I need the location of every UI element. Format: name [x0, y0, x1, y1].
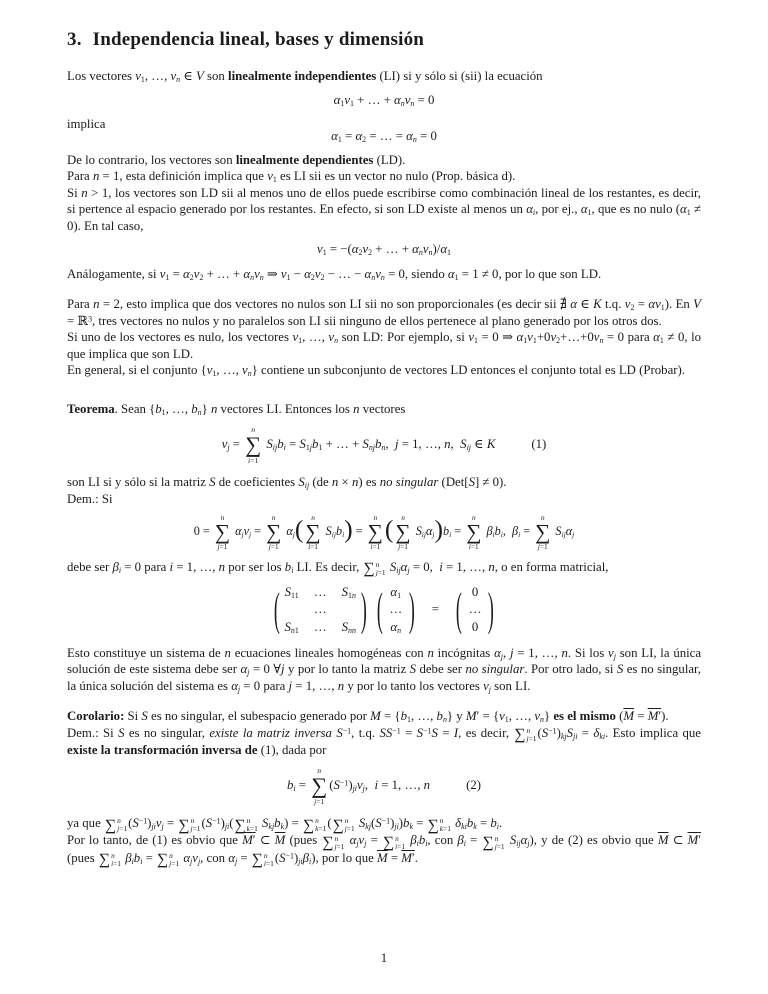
text-line: En general, si el conjunto {$v_1$, …, $v_n$} contiene un subconjunto de vectores LD entonces el conjunto total es LD (Probar).	[67, 363, 685, 379]
equation-alphas-zero: $\alpha_1 = \alpha_2$ = … = $\alpha_n = 0$	[331, 128, 437, 144]
text-line: ya que ∑ n j=1 $(S^{-1})_{ji}v_j$ = ∑ n j=1 $(S^{-1})_{ji}$( ∑ n k=1 $S_{kj}b_k$) = ∑ n k=1 ( ∑ n j=1 $S_{kj}(S^{-1})_{ji})b_k$ = ∑ n k=1 $\delta_{ki}b_k = b_i$.	[67, 816, 503, 834]
equation-2-body: $b_i$ = n ∑ j=1 $(S^{-1})_{ji}v_j$, i = 1, …, n	[287, 766, 431, 806]
paragraph-analogamente: Análogamente, si $v_1 = \alpha_2v_2$ + … + $\alpha_nv_n$ ⇒ $v_1 - \alpha_2v_2$ − … − $\alpha_nv_n = 0$, siendo $\alpha_1 = 1 \ne 0$, por lo que son LD.	[67, 266, 602, 282]
equation-v1-despeje: $v_1 = -(\alpha_2v_2$ + … + $\alpha_nv_n)/\alpha_1$	[317, 242, 451, 258]
page-number: 1	[380, 950, 388, 965]
equation-1	[67, 426, 701, 464]
section-number: 3.	[67, 29, 82, 50]
section-title	[67, 28, 701, 51]
equation-1-body: $v_j$ = n ∑ i=1 $S_{ij}b_i = S_{1j}b_1$ + … + $S_{nj}b_n$, j = 1, …, n, $S_{ij}$ ∈ K	[221, 425, 496, 465]
equation-2-number: (2)	[466, 778, 481, 793]
section-title-text: Independencia lineal, bases y dimensión	[92, 29, 425, 50]
text-line: Si uno de los vectores es nulo, los vectores $v_1$, …, $v_n$ son LD: Por ejemplo, si $v_1 = 0$ ⇒ $\alpha_1v_1+0v_2+\dots+0v_n = 0$ para $\alpha_1 \ne 0$, lo que implica que son LD.	[67, 330, 702, 361]
equation-1-number: (1)	[531, 437, 547, 452]
equation-cadena-sumas: 0 = n ∑ j=1 $\alpha_jv_j$ = n ∑ j=1 $\alpha_j$( n ∑ i=1 $S_{ij}b_i$) = n ∑ i=1 ( n ∑ j=1 $S_{ij}\alpha_j)b_i$ = n ∑ i=1 $\beta_ib_i$, $\beta_i$ = n ∑ j=1 $S_{ij}\alpha_j$	[193, 513, 575, 552]
text-line: De lo contrario, los vectores son linealmente dependientes (LD).	[67, 152, 406, 167]
paragraph-intro: Los vectores $v_1$, …, $v_n$ ∈ V son linealmente independientes (LI) si y sólo si (sii) la ecuación	[67, 69, 543, 84]
paragraph-dem-corolario: Dem.: Si S es no singular, existe la matriz inversa $S^{-1}$, t.q. $SS^{-1} = S^{-1}S = I$, es decir, ∑ n j=1 $(S^{-1})_{kj}S_{ji} = \delta_{ki}$. Esto implica que existe la transformación inversa de (1), dada por	[67, 725, 701, 757]
equation-linear-combination: $\alpha_1v_1$ + … + $\alpha_nv_n = 0$	[333, 92, 435, 108]
equation-matricial: ( $S_{11}$ … $S_{1n}$ … $S_{n1}$ … $S_{nn}$ ) ( $\alpha_1$ … $\alpha_n$ ) = ( 0 … 0 )	[273, 583, 495, 636]
word-implica: implica	[67, 117, 106, 132]
text-line: Si n > 1, los vectores son LD sii al menos uno de ellos puede escribirse como combinación lineal de los restantes, es decir, si pertence al espacio generado por los restantes. En efecto, si son LD existe al menos un $\alpha_i$, por ej., $\alpha_1$, que es no nulo $(\alpha_1 \ne 0)$. En tal caso,	[67, 185, 701, 233]
paragraph-son-li: son LI si y sólo si la matriz S de coeficientes $S_{ij}$ (de n × n) es no singular (Det[S] ≠ 0).	[67, 475, 507, 491]
paragraph-dem-si: Dem.: Si	[67, 491, 113, 506]
text-line: Por lo tanto, de (1) es obvio que M′ ⊂ $\overline{M}$ (pues ∑ n j=1 $\alpha_jv_j$ = ∑ n i=1 $\beta_ib_i$, con $\beta_i$ = ∑ n j=1 $S_{ij}\alpha_j$), y de (2) es obvio que $\overline{M}$ ⊂ M′ (pues ∑ n i=1 $\beta_ib_i$ = ∑ n j=1 $\alpha_jv_j$, con $\alpha_j$ = ∑ n i=1 $(S^{-1})_{ji}\beta_i$), por lo que $\overline{M} = M'$.	[67, 833, 702, 868]
paragraph-teorema: Teorema. Sean {$b_1$, …, $b_n$} n vectores LI. Entonces los n vectores	[67, 401, 406, 417]
paragraph-dependientes	[67, 152, 701, 235]
paragraph-para-n2	[67, 296, 701, 379]
paragraph-corolario: Corolario: Si S es no singular, el subespacio generado por $M = \{b_1$, …, $b_n$} y $M' = \{v_1$, …, $v_n$} es el mismo $(\overline{M} = M')$.	[67, 709, 669, 725]
paragraph-debe-ser: debe ser $\beta_i = 0$ para i = 1, …, n por ser los $b_i$ LI. Es decir, ∑ n j=1 $S_{ij}\alpha_j = 0$, i = 1, …, n, o en forma matricial,	[67, 559, 609, 577]
text-line: Para n = 2, esto implica que dos vectores no nulos son LI sii no son proporcionales (es decir sii ∄ α ∈ K t.q. $v_2 = \alpha v_1$). En V = ℝ$^3$, tres vectores no nulos y no paralelos son LI sii ninguno de ellos pertenece al plano generado por los otros dos.	[67, 297, 701, 328]
equation-2	[67, 767, 701, 805]
paragraph-ya-que	[67, 815, 701, 866]
paragraph-sistema: Esto constituye un sistema de n ecuaciones lineales homogéneas con n incógnitas $\alpha_j$, j = 1, …, n. Si los $v_j$ son LI, la única solución de este sistema debe ser $\alpha_j = 0$ ∀j y por lo tanto la matriz S debe ser no singular. Por otro lado, si S es no singular, la única solución del sistema es $\alpha_j = 0$ para j = 1, …, n y por lo tanto los vectores $v_j$ son LI.	[67, 645, 702, 694]
text-line: Para n = 1, esta definición implica que $v_1$ es LI sii es un vector no nulo (Prop. básica d).	[67, 169, 516, 185]
